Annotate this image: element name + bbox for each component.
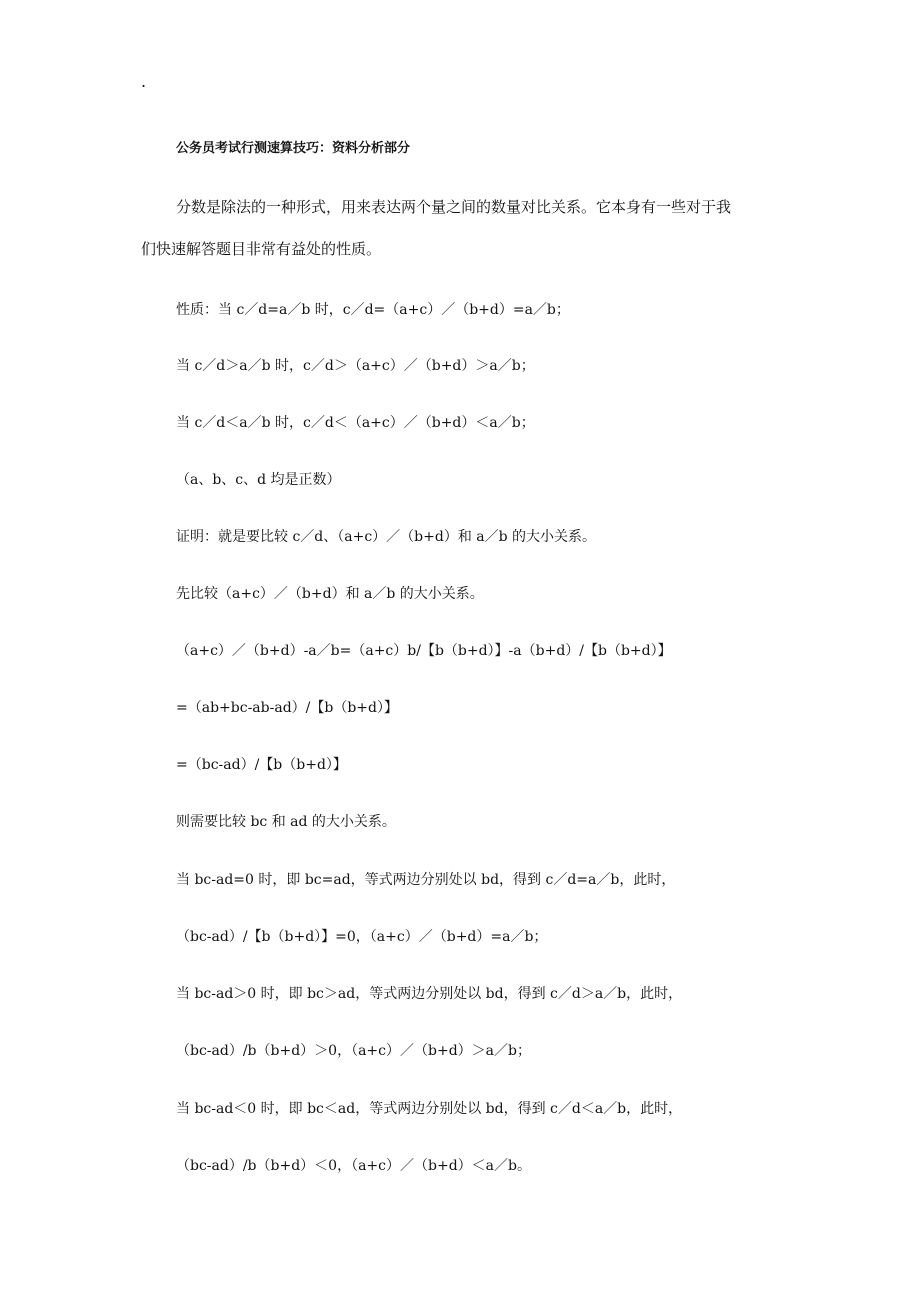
- need-compare: 则需要比较 bc 和 ad 的大小关系。: [176, 814, 396, 830]
- equation-step-3: =（bc-ad）/【b（b+d）】: [176, 757, 347, 773]
- case-less-line-2: （bc-ad）/b（b+d）＜0，（a+c）／（b+d）＜a／b。: [176, 1158, 531, 1174]
- case-equal-line-1: 当 bc-ad=0 时，即 bc=ad，等式两边分别处以 bd，得到 c／d=a／b，此时，: [176, 872, 676, 888]
- property-greater: 当 c／d＞a／b 时，c／d＞（a+c）／（b+d）＞a／b；: [176, 358, 535, 374]
- case-greater-line-1: 当 bc-ad＞0 时，即 bc＞ad，等式两边分别处以 bd，得到 c／d＞a／b，此时，: [176, 986, 683, 1002]
- page-marker: .: [141, 72, 147, 91]
- case-less-line-1: 当 bc-ad＜0 时，即 bc＜ad，等式两边分别处以 bd，得到 c／d＜a／b，此时，: [176, 1101, 683, 1117]
- proof-intro: 证明：就是要比较 c／d、（a+c）／（b+d）和 a／b 的大小关系。: [176, 529, 597, 545]
- case-equal-line-2: （bc-ad）/【b（b+d）】=0，（a+c）／（b+d）=a／b；: [176, 929, 548, 945]
- property-less: 当 c／d＜a／b 时，c／d＜（a+c）／（b+d）＜a／b；: [176, 415, 535, 431]
- intro-line-1: 分数是除法的一种形式，用来表达两个量之间的数量对比关系。它本身有一些对于我: [176, 198, 732, 216]
- case-greater-line-2: （bc-ad）/b（b+d）＞0，（a+c）／（b+d）＞a／b；: [176, 1043, 531, 1059]
- property-equal: 性质：当 c／d=a／b 时，c／d=（a+c）／（b+d）=a／b；: [176, 302, 570, 318]
- document-title: 公务员考试行测速算技巧：资料分析部分: [176, 141, 411, 156]
- equation-step-2: =（ab+bc-ab-ad）/【b（b+d）】: [176, 700, 398, 716]
- equation-step-1: （a+c）／（b+d）-a／b=（a+c）b/【b（b+d）】-a（b+d）/【b（b+d）】: [176, 643, 672, 659]
- positivity-condition: （a、b、c、d 均是正数）: [176, 472, 341, 488]
- compare-first: 先比较（a+c）／（b+d）和 a／b 的大小关系。: [176, 586, 484, 602]
- intro-line-2: 们快速解答题目非常有益处的性质。: [141, 240, 382, 258]
